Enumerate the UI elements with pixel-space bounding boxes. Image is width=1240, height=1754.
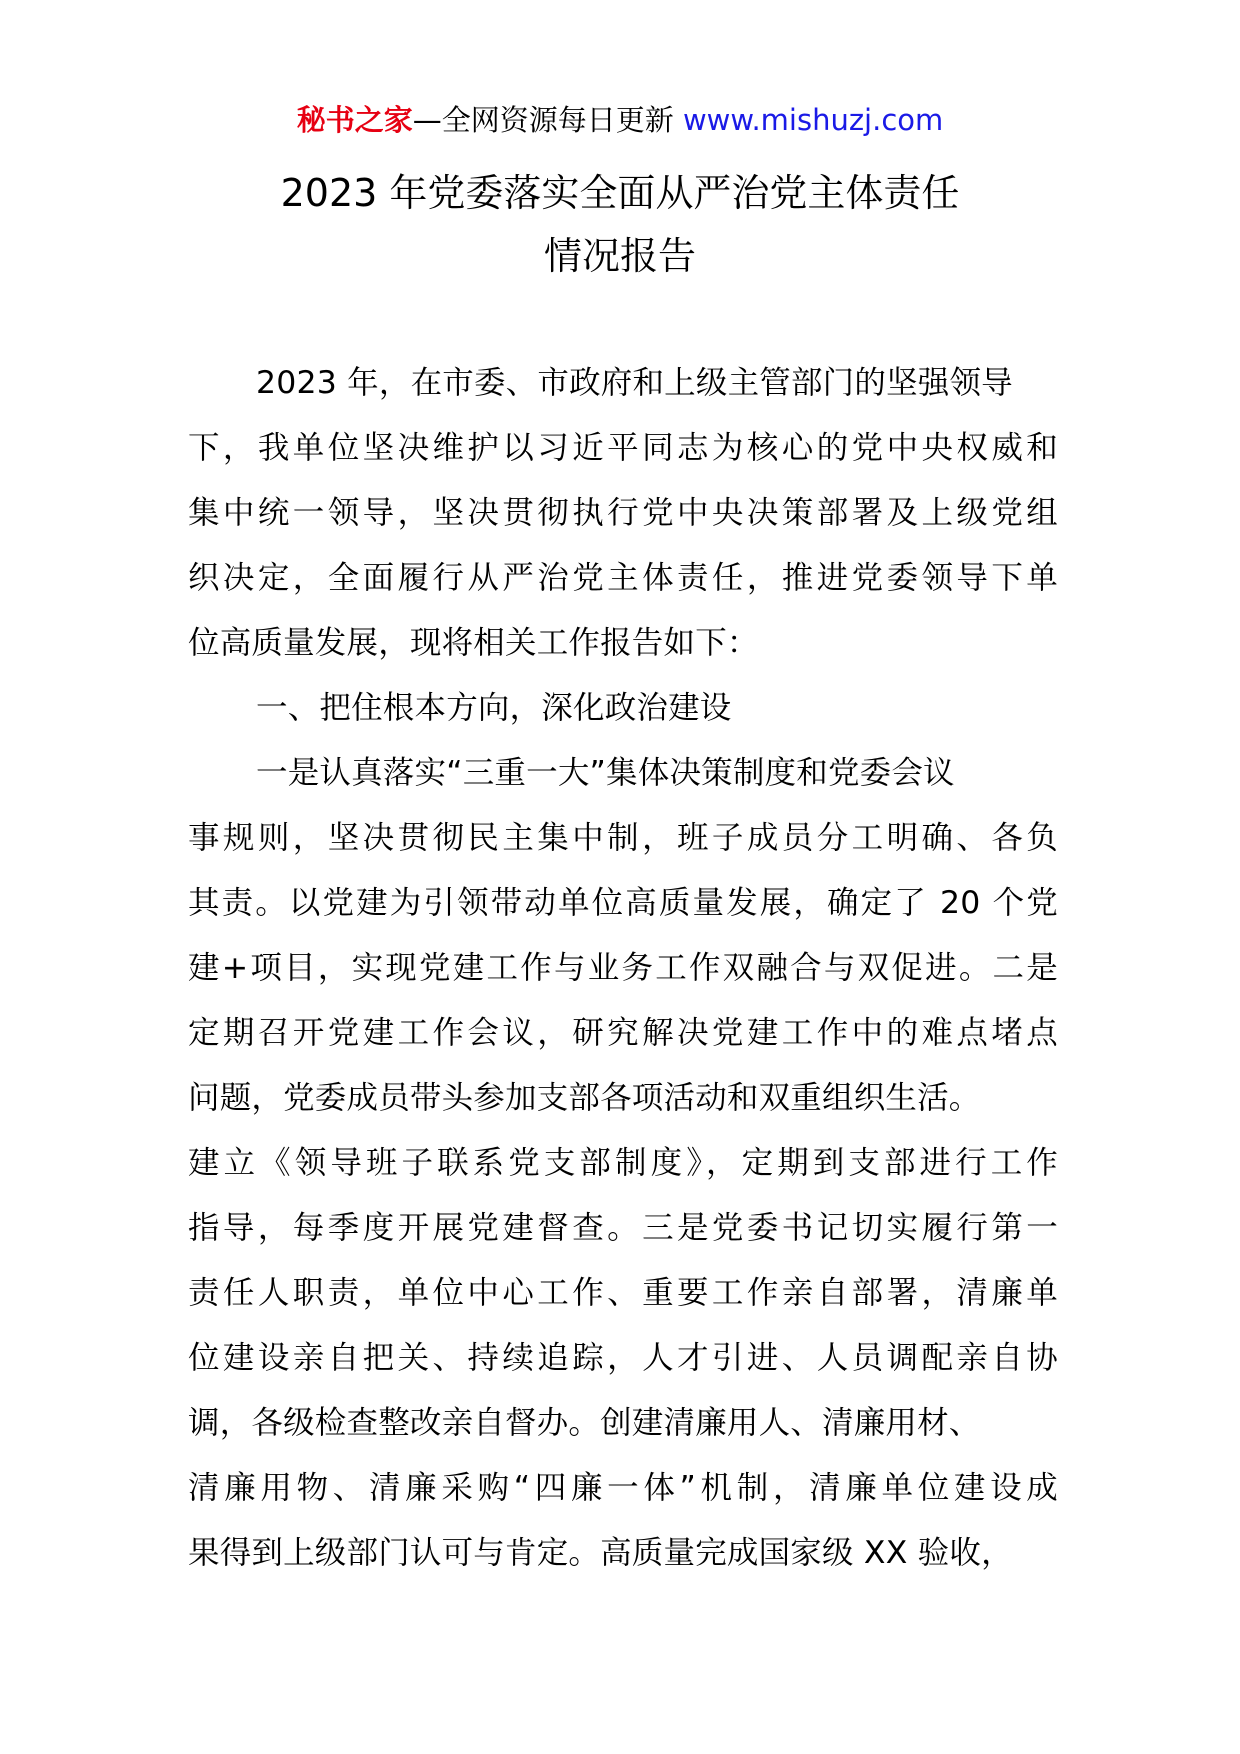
body-line: 事规则，坚决贯彻民主集中制，班子成员分工明确、各负 bbox=[188, 820, 1058, 856]
body-line: 指导，每季度开展党建督查。三是党委书记切实履行第一 bbox=[188, 1210, 1058, 1246]
header-tagline: 全网资源每日更新 bbox=[441, 103, 674, 137]
site-header bbox=[0, 100, 1240, 140]
body-line: 位建设亲自把关、持续追踪，人才引进、人员调配亲自协 bbox=[188, 1340, 1058, 1376]
document-body bbox=[188, 358, 1058, 1593]
body-line: 其责。以党建为引领带动单位高质量发展，确定了 20 个党 bbox=[188, 885, 1058, 921]
body-line: 问题，党委成员带头参加支部各项活动和双重组织生活。 bbox=[188, 1080, 981, 1116]
body-line: 织决定，全面履行从严治党主体责任，推进党委领导下单 bbox=[188, 560, 1058, 596]
body-line: 下，我单位坚决维护以习近平同志为核心的党中央权威和 bbox=[188, 430, 1058, 466]
document-title-line-1: 2023 年党委落实全面从严治党主体责任 bbox=[280, 171, 960, 215]
site-url: www.mishuzj.com bbox=[682, 103, 944, 137]
body-line: 清廉用物、清廉采购“四廉一体”机制，清廉单位建设成 bbox=[188, 1470, 1058, 1506]
body-line: 果得到上级部门认可与肯定。高质量完成国家级 XX 验收， bbox=[188, 1535, 1013, 1571]
body-line: 定期召开党建工作会议，研究解决党建工作中的难点堵点 bbox=[188, 1015, 1058, 1051]
body-line: 责任人职责，单位中心工作、重要工作亲自部署，清廉单 bbox=[188, 1275, 1058, 1311]
body-line: 建立《领导班子联系党支部制度》，定期到支部进行工作 bbox=[188, 1145, 1058, 1181]
body-line: 2023 年，在市委、市政府和上级主管部门的坚强领导 bbox=[256, 365, 1013, 401]
body-line: 一是认真落实“三重一大”集体决策制度和党委会议 bbox=[256, 755, 955, 791]
header-dash: — bbox=[412, 103, 442, 137]
section-heading: 一、把住根本方向，深化政治建设 bbox=[256, 690, 732, 726]
body-line: 建+项目，实现党建工作与业务工作双融合与双促进。二是 bbox=[188, 950, 1058, 986]
body-line: 集中统一领导，坚决贯彻执行党中央决策部署及上级党组 bbox=[188, 495, 1058, 531]
body-line: 位高质量发展，现将相关工作报告如下： bbox=[188, 625, 759, 661]
body-line: 调，各级检查整改亲自督办。创建清廉用人、清廉用材、 bbox=[188, 1405, 981, 1441]
brand-name: 秘书之家 bbox=[296, 103, 413, 137]
document-title-line-2: 情况报告 bbox=[543, 234, 696, 278]
